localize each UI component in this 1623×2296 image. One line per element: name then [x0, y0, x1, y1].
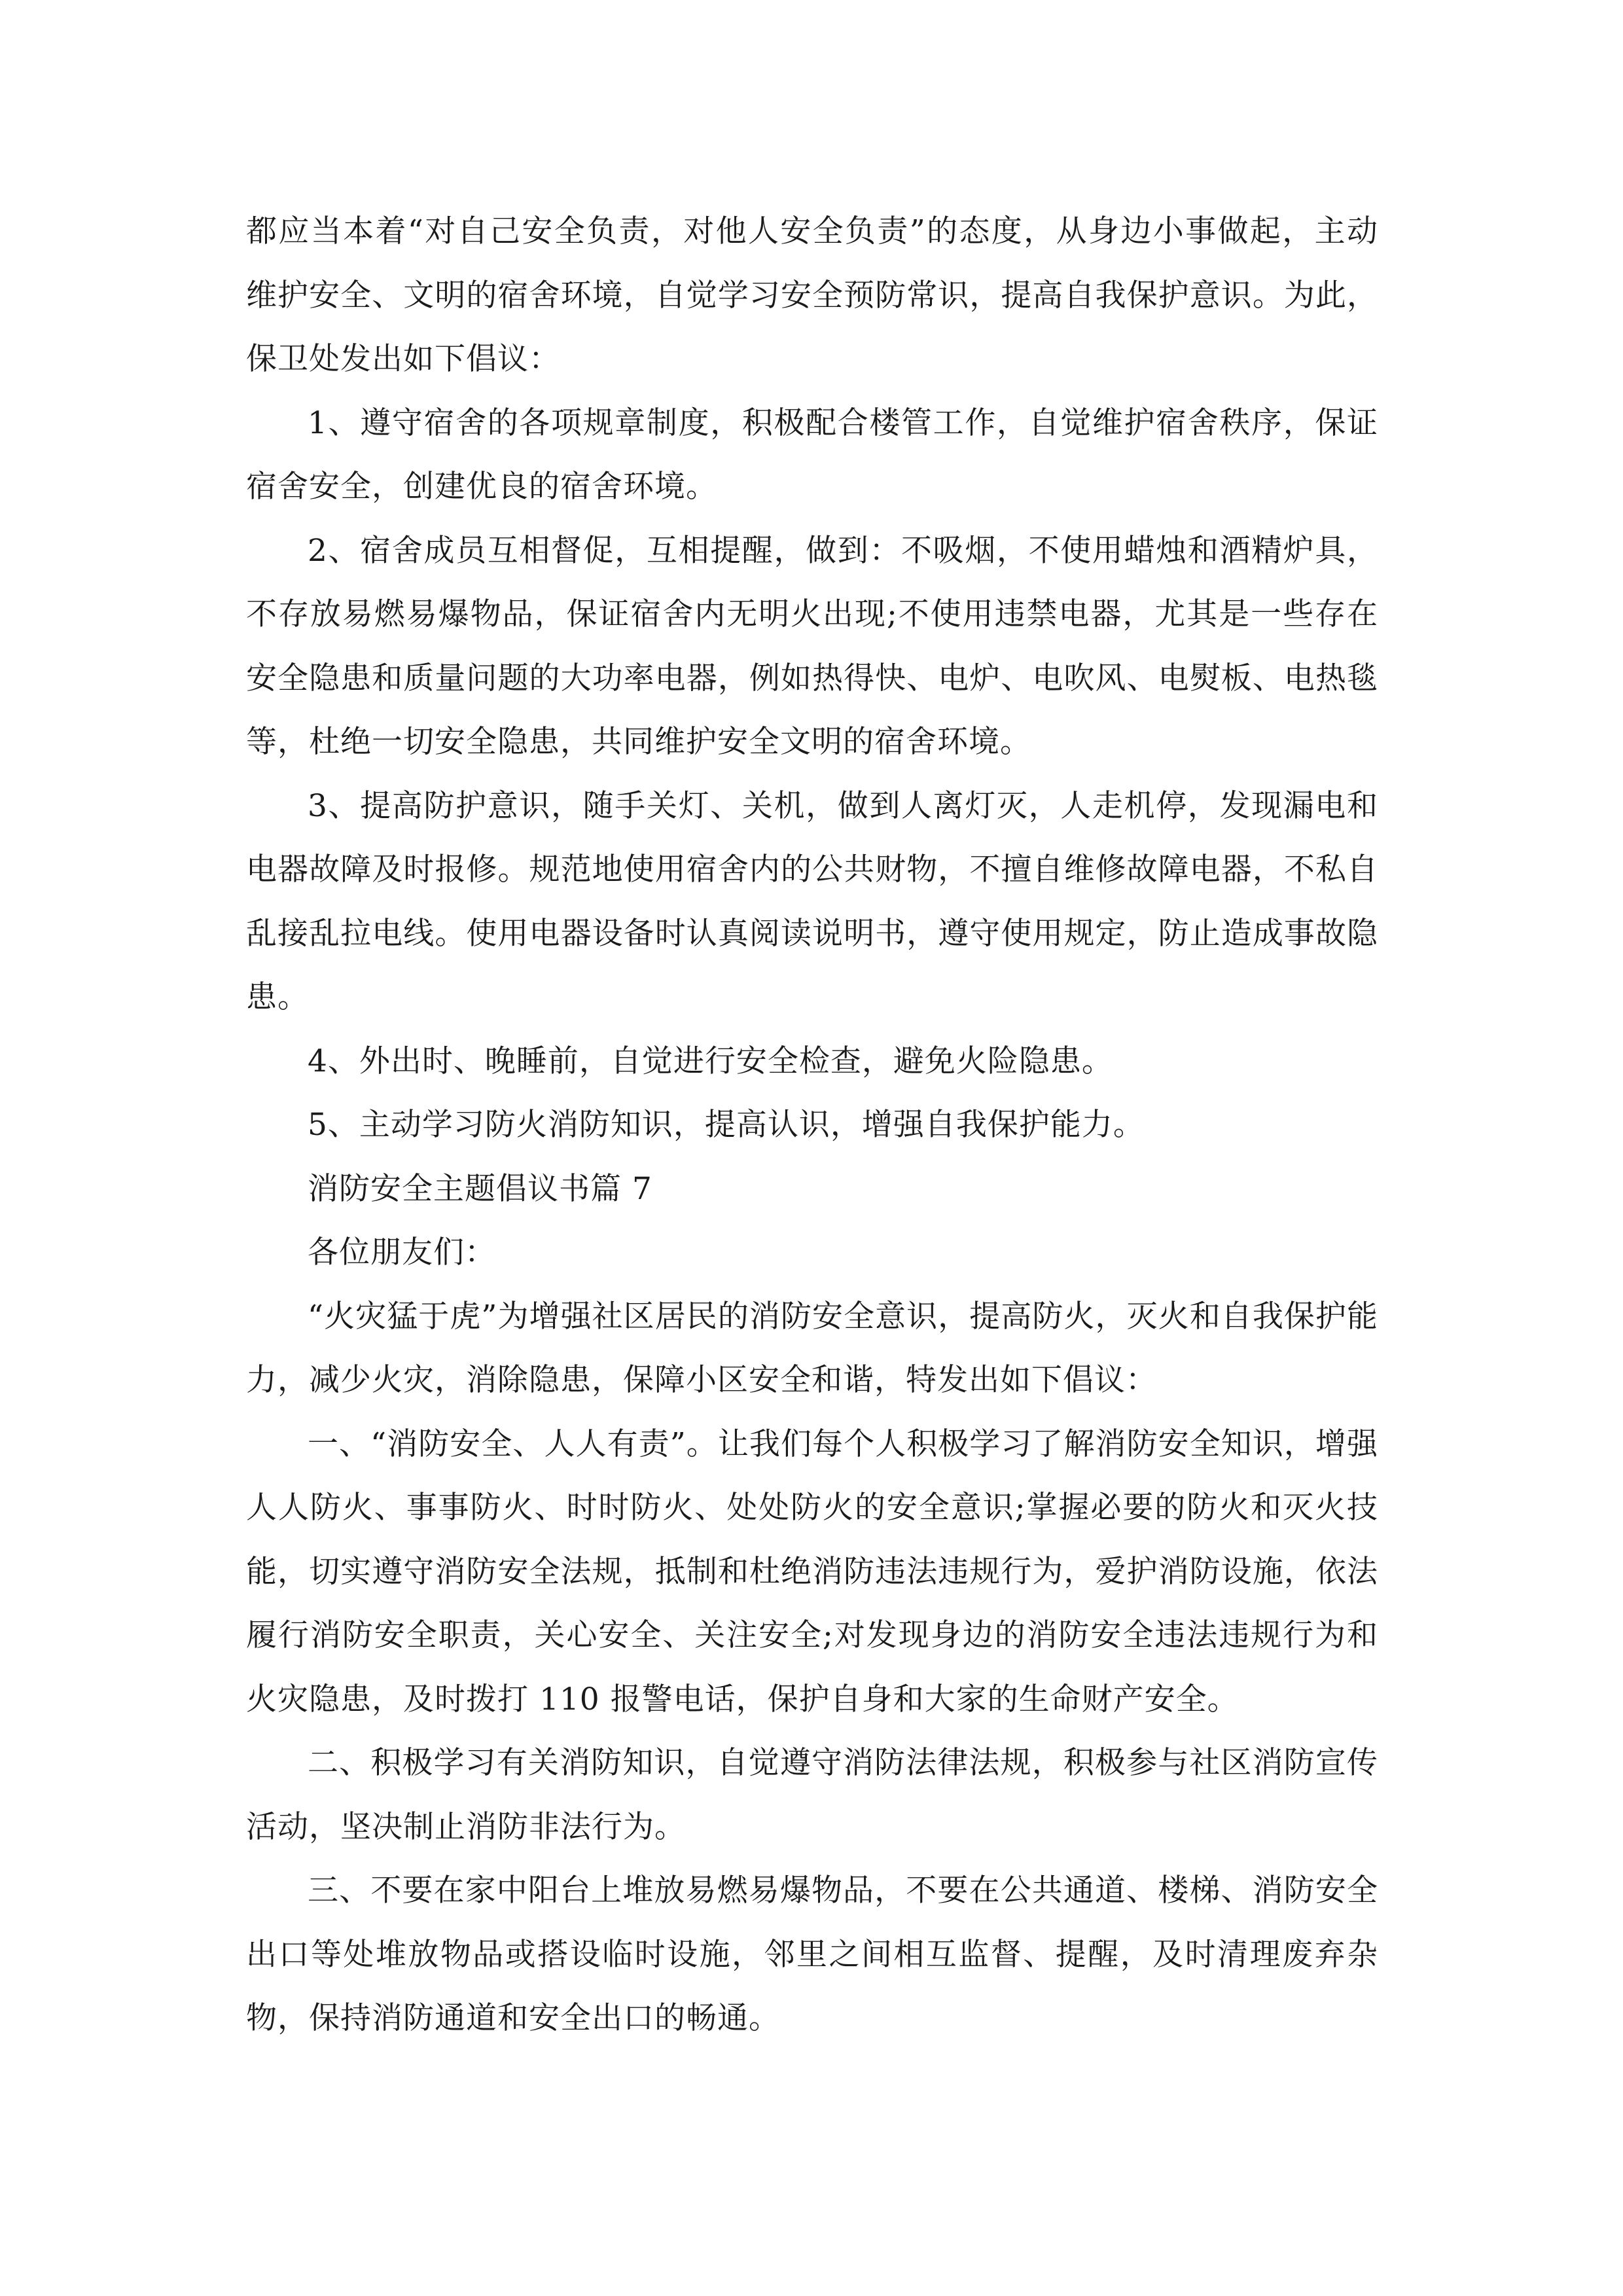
- paragraph-item-3: 3、提高防护意识，随手关灯、关机，做到人离灯灭，人走机停，发现漏电和电器故障及时报修。规范地使用宿舍内的公共财物，不擅自维修故障电器，不私自乱接乱拉电线。使用电器设备时认真阅读说明书，遵守使用规定，防止造成事故隐患。: [246, 787, 1378, 1015]
- paragraph-item-2: 2、宿舍成员互相督促，互相提醒，做到：不吸烟，不使用蜡烛和酒精炉具，不存放易燃易爆物品，保证宿舍内无明火出现;不使用违禁电器，尤其是一些存在安全隐患和质量问题的大功率电器，例如热得快、电炉、电吹风、电熨板、电热毯等，杜绝一切安全隐患，共同维护安全文明的宿舍环境。: [246, 532, 1378, 760]
- paragraph-continuation: 都应当本着“对自己安全负责，对他人安全负责”的态度，从身边小事做起，主动维护安全、文明的宿舍环境，自觉学习安全预防常识，提高自我保护意识。为此，保卫处发出如下倡议：: [246, 213, 1378, 377]
- section-title: 消防安全主题倡议书篇 7: [308, 1170, 652, 1207]
- paragraph-proposal-3: 三、不要在家中阳台上堆放易燃易爆物品，不要在公共通道、楼梯、消防安全出口等处堆放物品或搭设临时设施，邻里之间相互监督、提醒，及时清理废弃杂物，保持消防通道和安全出口的畅通。: [246, 1873, 1378, 2036]
- paragraph-proposal-2: 二、积极学习有关消防知识，自觉遵守消防法律法规，积极参与社区消防宣传活动，坚决制止消防非法行为。: [246, 1745, 1378, 1845]
- paragraph-item-4: 4、外出时、晚睡前，自觉进行安全检查，避免火险隐患。: [308, 1043, 1113, 1079]
- paragraph-intro: “火灾猛于虎”为增强社区居民的消防安全意识，提高防火，灭火和自我保护能力，减少火灾，消除隐患，保障小区安全和谐，特发出如下倡议：: [246, 1298, 1378, 1398]
- document-body: [246, 200, 1378, 2051]
- salutation: 各位朋友们：: [308, 1234, 496, 1270]
- paragraph-item-1: 1、遵守宿舍的各项规章制度，积极配合楼管工作，自觉维护宿舍秩序，保证宿舍安全，创建优良的宿舍环境。: [246, 404, 1378, 505]
- paragraph-item-5: 5、主动学习防火消防知识，提高认识，增强自我保护能力。: [308, 1107, 1145, 1143]
- paragraph-proposal-1: 一、“消防安全、人人有责”。让我们每个人积极学习了解消防安全知识，增强人人防火、事事防火、时时防火、处处防火的安全意识;掌握必要的防火和灭火技能，切实遵守消防安全法规，抵制和杜绝消防违法违规行为，爱护消防设施，依法履行消防安全职责，关心安全、关注安全;对发现身边的消防安全违法违规行为和火灾隐患，及时拨打 110 报警电话，保护自身和大家的生命财产安全。: [246, 1426, 1378, 1717]
